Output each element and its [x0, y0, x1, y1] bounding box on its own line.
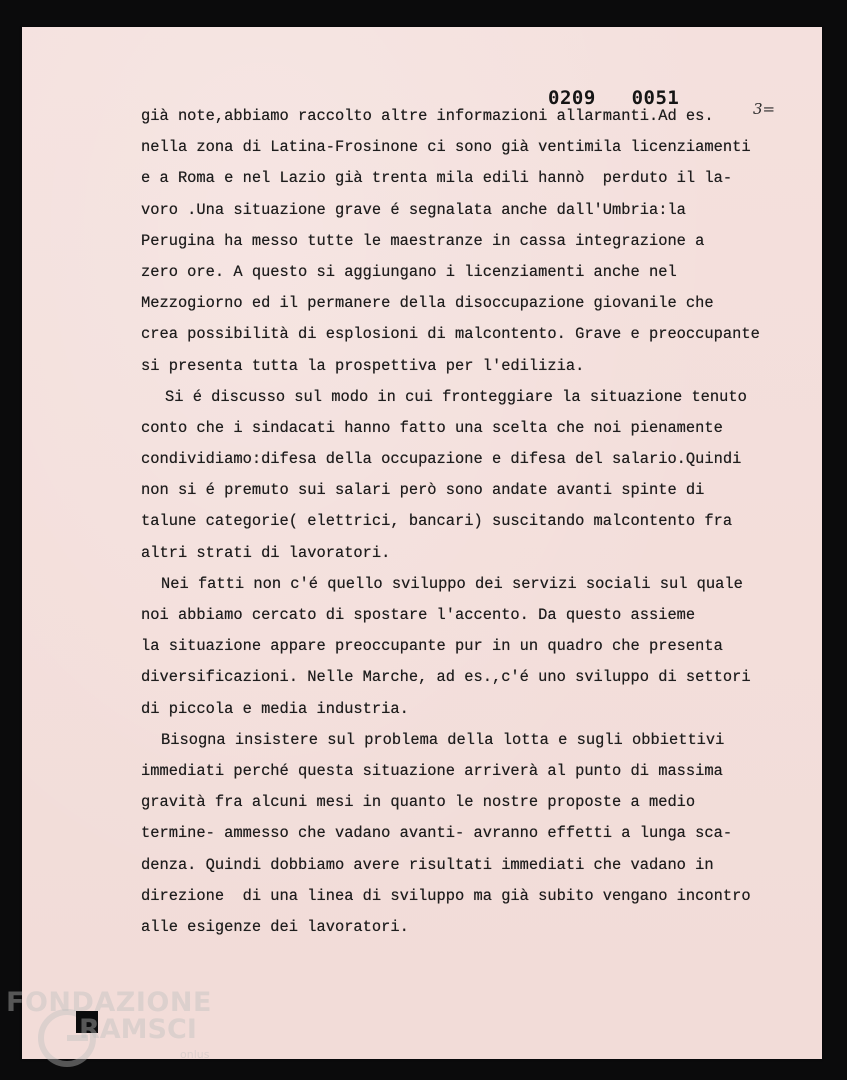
text-line: e a Roma e nel Lazio già trenta mila edili hannò perduto il la- — [141, 169, 733, 188]
fondazione-gramsci-watermark — [6, 987, 226, 1077]
text-line: diversificazioni. Nelle Marche, ad es.,c'é uno sviluppo di settori — [141, 668, 751, 687]
text-line: gravità fra alcuni mesi in quanto le nostre proposte a medio — [141, 793, 696, 812]
text-line: termine- ammesso che vadano avanti- avranno effetti a lunga sca- — [141, 824, 733, 843]
text-line: direzione di una linea di sviluppo ma già subito vengano incontro — [141, 886, 751, 905]
text-line: noi abbiamo cercato di spostare l'accento. Da questo assieme — [141, 606, 696, 624]
text-line: Mezzogiorno ed il permanere della disoccupazione giovanile che — [141, 294, 714, 313]
text-line: non si é premuto sui salari però sono andate avanti spinte di — [141, 481, 705, 500]
watermark-subtitle: RAMSCI — [79, 1014, 197, 1045]
text-line: Si é discusso sul modo in cui fronteggiare la situazione tenuto — [165, 387, 747, 406]
text-line: Perugina ha messo tutte le maestranze in cassa integrazione a — [141, 231, 705, 250]
text-line: altri strati di lavoratori. — [141, 543, 391, 562]
text-line: denza. Quindi dobbiamo avere risultati immediati che vadano in — [141, 855, 714, 874]
text-line: già note,abbiamo raccolto altre informazioni allarmanti.Ad es. — [141, 107, 714, 125]
text-line: nella zona di Latina-Frosinone ci sono già ventimila licenziamenti — [141, 138, 751, 157]
watermark-title: FONDAZIONE — [6, 987, 212, 1018]
page-number: 3= — [753, 100, 776, 118]
text-line: condividiamo:difesa della occupazione e difesa del salario.Quindi — [141, 450, 742, 469]
text-line: conto che i sindacati hanno fatto una scelta che noi pienamente — [141, 418, 723, 437]
text-line: alle esigenze dei lavoratori. — [141, 917, 409, 936]
text-line: crea possibilità di esplosioni di malcontento. Grave e preoccupante — [141, 325, 760, 344]
text-line: immediati perché questa situazione arriverà al punto di massima — [141, 761, 723, 780]
text-line: la situazione appare preoccupante pur in un quadro che presenta — [141, 637, 723, 656]
text-line: talune categorie( elettrici, bancari) suscitando malcontento fra — [141, 512, 733, 531]
text-line: zero ore. A questo si aggiungano i licenziamenti anche nel — [141, 262, 677, 281]
archive-number: 0209 0051 — [548, 87, 680, 109]
text-line: si presenta tutta la prospettiva per l'edilizia. — [141, 356, 585, 375]
watermark-onlus: onlus — [180, 1048, 210, 1061]
typed-letter-body — [141, 101, 801, 943]
text-line: di piccola e media industria. — [141, 699, 409, 718]
text-line: Bisogna insistere sul problema della lotta e sugli obbiettivi — [161, 730, 725, 749]
text-line: voro .Una situazione grave é segnalata anche dall'Umbria:la — [141, 200, 686, 219]
text-line: Nei fatti non c'é quello sviluppo dei servizi sociali sul quale — [161, 574, 743, 593]
